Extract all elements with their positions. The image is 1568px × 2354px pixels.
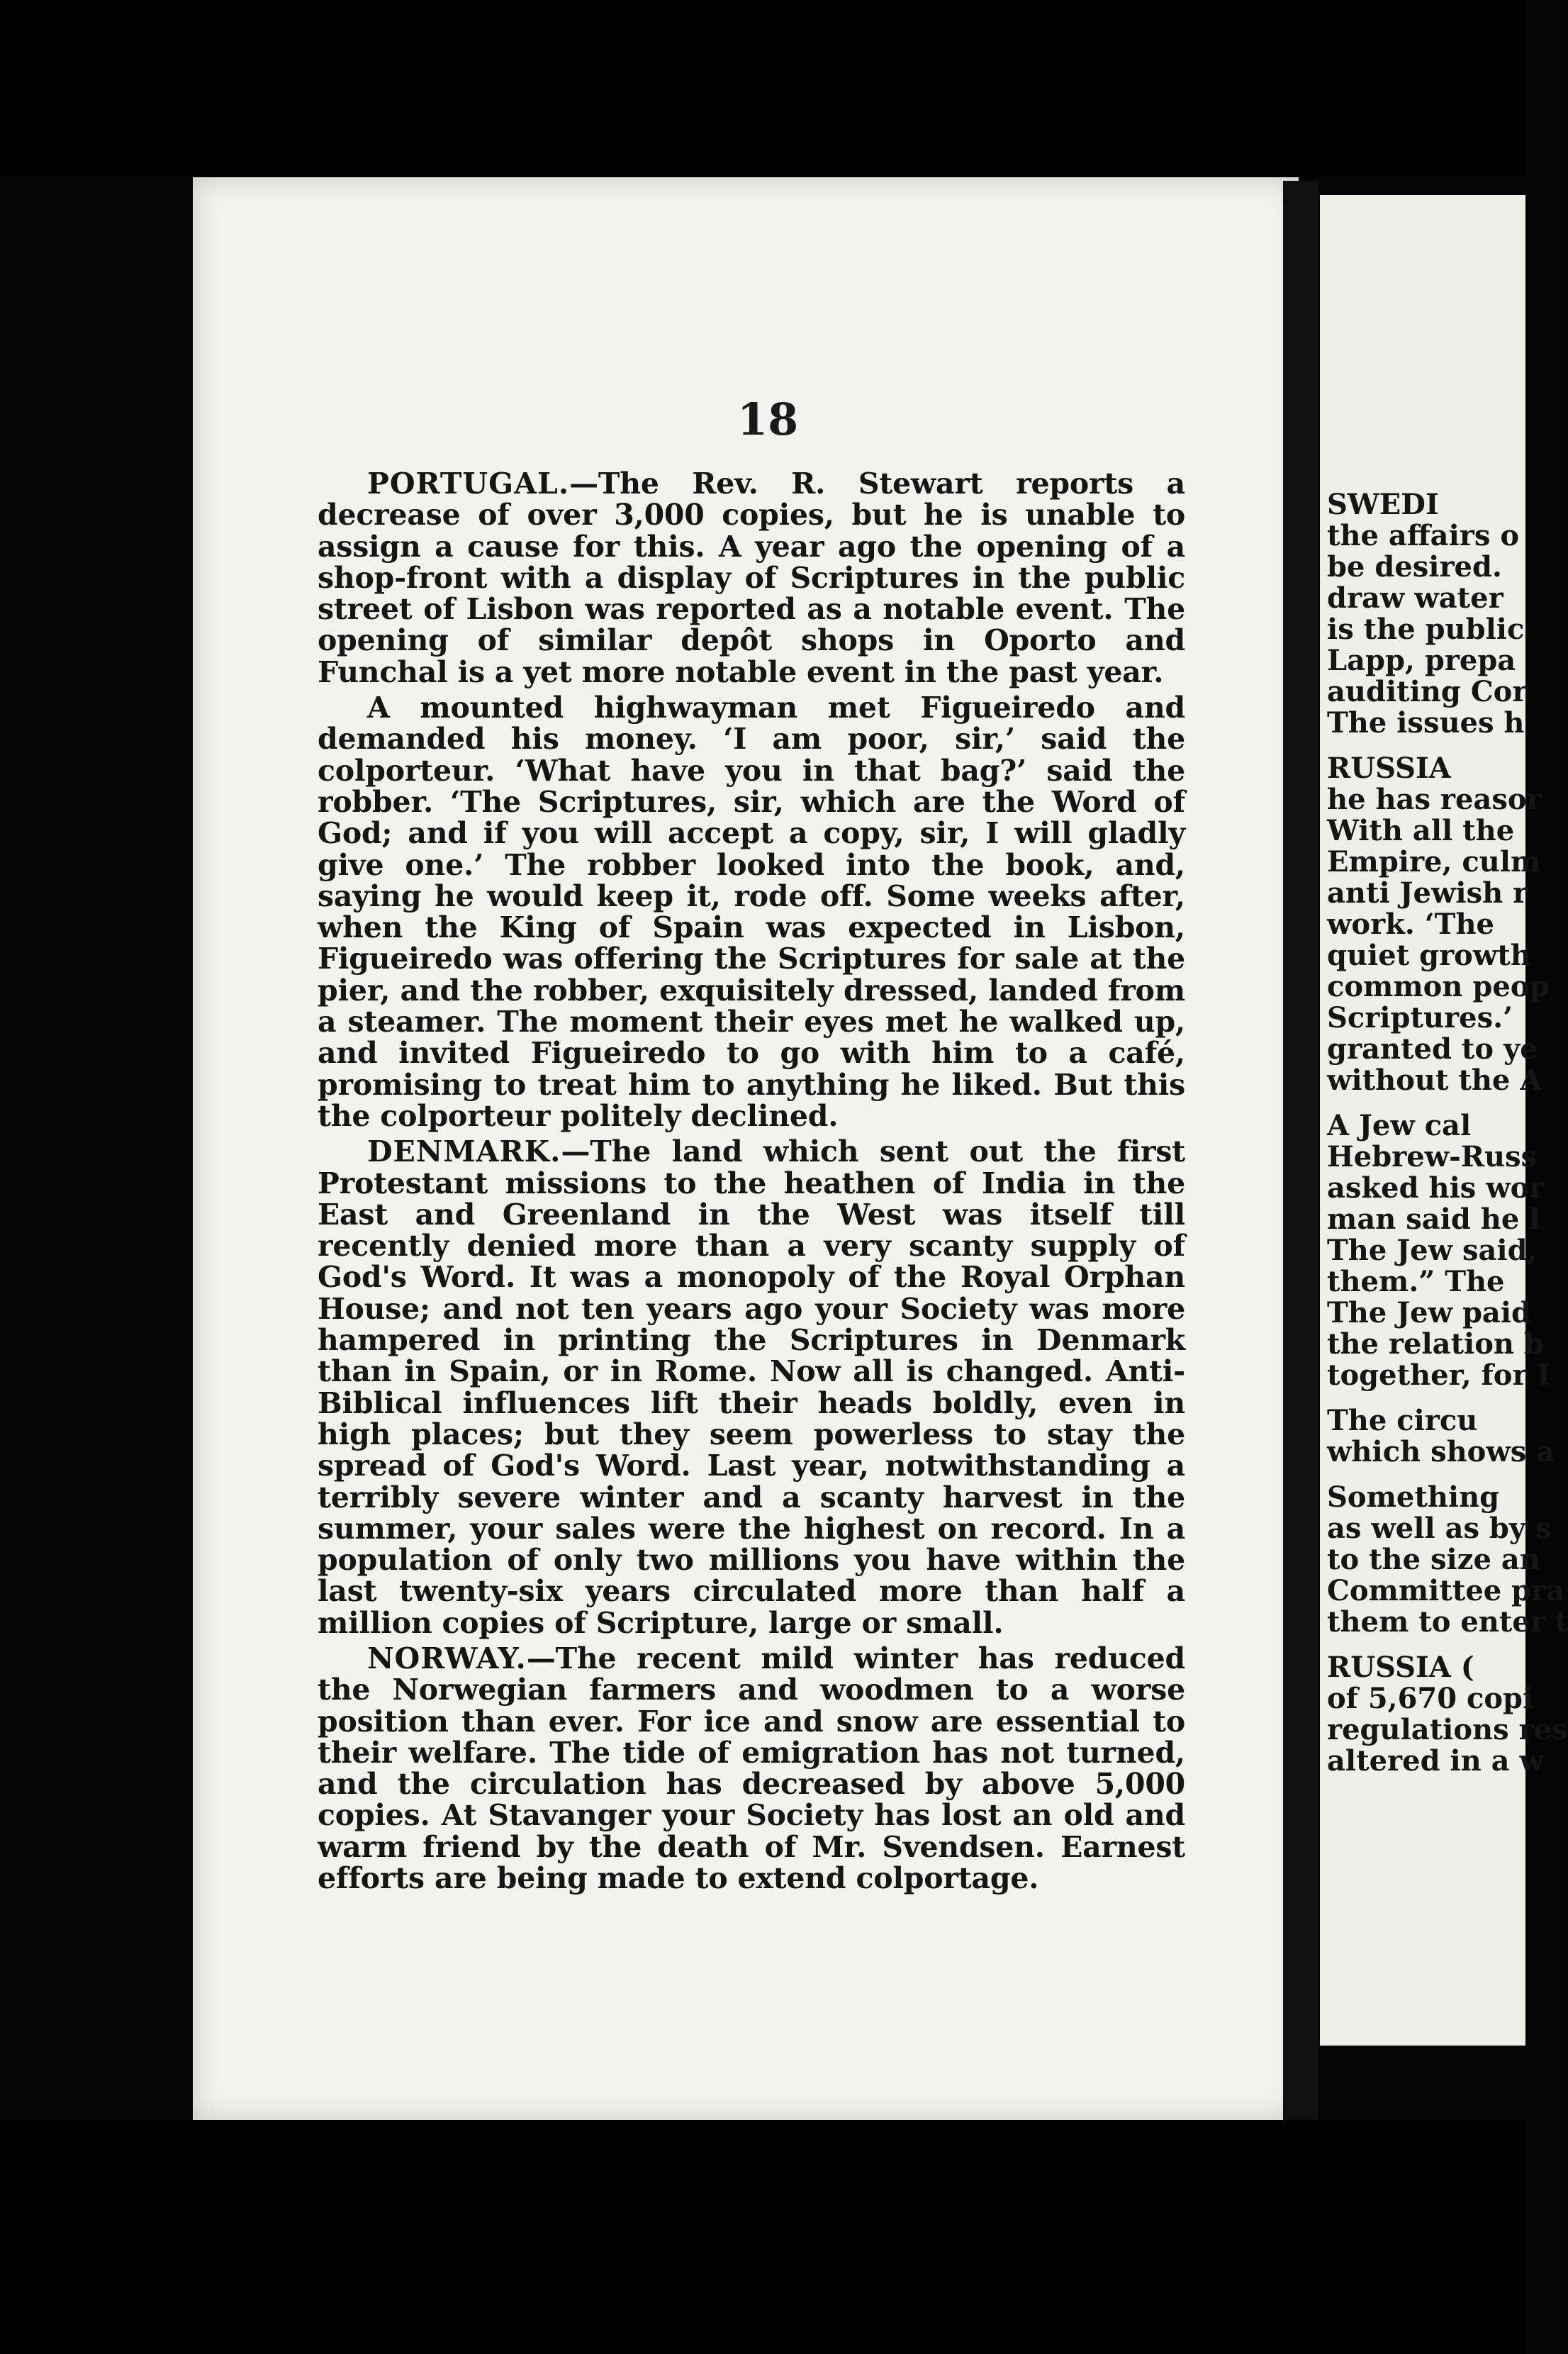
right-page-line: be desired.: [1327, 550, 1502, 584]
right-page-line: RUSSIA: [1327, 752, 1451, 785]
right-page-line: RUSSIA (: [1327, 1651, 1474, 1684]
paragraph-portugal: [318, 468, 1185, 688]
right-page-line: auditing Cor: [1327, 675, 1528, 708]
right-page-line: of 5,670 copi: [1327, 1682, 1534, 1715]
section-heading-portugal: PORTUGAL.: [367, 467, 570, 501]
right-page-line: work. ‘The: [1327, 908, 1494, 941]
right-page-line: SWEDI: [1327, 488, 1439, 521]
section-heading-denmark: DENMARK.: [367, 1134, 561, 1169]
line-gap: [1327, 1391, 1540, 1405]
left-page-text-column: [318, 468, 1185, 1894]
right-page-line: together, for I: [1327, 1359, 1551, 1392]
right-page-line: altered in a w: [1327, 1744, 1544, 1778]
right-page-line: asked his wor: [1327, 1171, 1545, 1205]
right-page-line: quiet growth: [1327, 939, 1531, 972]
right-page-line: With all the: [1327, 814, 1515, 847]
right-page-line: man said he l: [1327, 1203, 1540, 1236]
page-gutter: [1283, 181, 1318, 2120]
right-page-line: Committee pra: [1327, 1574, 1565, 1607]
right-page-line: Scriptures.’: [1327, 1001, 1513, 1034]
right-page-line: Something: [1327, 1480, 1500, 1514]
section-heading-norway: NORWAY.: [367, 1641, 527, 1675]
right-page-line: as well as by s: [1327, 1512, 1552, 1545]
page-number: 18: [737, 394, 799, 445]
right-page-line: granted to ye: [1327, 1032, 1538, 1066]
right-page-line: which shows a: [1327, 1435, 1555, 1468]
right-page-line: the affairs o: [1327, 519, 1519, 552]
right-page-line: The issues h: [1327, 706, 1525, 740]
right-page-line: Empire, culm: [1327, 845, 1541, 878]
right-page-line: them to enter t: [1327, 1605, 1568, 1639]
microfilm-border-bottom: [0, 2120, 1525, 2354]
right-page-line: anti Jewish r: [1327, 876, 1528, 910]
right-page-line: he has reasor: [1327, 783, 1542, 816]
right-page-line: common peop: [1327, 970, 1550, 1003]
paragraph-denmark: [318, 1136, 1185, 1639]
right-page-text-fragment: [1327, 488, 1568, 1778]
line-gap: [1327, 1468, 1540, 1482]
line-gap: [1327, 1638, 1540, 1652]
line-gap: [1327, 1096, 1540, 1110]
right-page-line: without the A: [1327, 1064, 1542, 1097]
right-page-line: the relation b: [1327, 1327, 1544, 1361]
paragraph-norway: [318, 1643, 1185, 1894]
paragraph-text: —The Rev. R. Stewart reports a decrease of over 3,000 copies, but he is unable to assign a cause for this. A year ago the opening of a shop-front with a display of Scriptures in the public street of Lisbon was reported as a notable event. The opening of similar depôt shops in Oporto and Funchal is a yet more notable event in the past year.: [318, 467, 1185, 689]
right-page-line: The Jew paid: [1327, 1296, 1532, 1329]
right-page-line: The circu: [1327, 1404, 1478, 1437]
right-page-line: draw water: [1327, 581, 1503, 615]
right-page-line: Lapp, prepa: [1327, 644, 1516, 677]
paragraph-text: A mounted highwayman met Figueiredo and demanded his money. ‘I am poor, sir,’ said the colporteur. ‘What have you in that bag?’ said the robber. ‘The Scriptures, sir, which are the Word of God; and if you will accept a copy, sir, I will gladly give one.’ The robber looked into the book, and, saying he would keep it, rode off. Some weeks after, when the King of Spain was expected in Lisbon, Figueiredo was offering the Scriptures for sale at the pier, and the robber, exquisitely dressed, landed from a steamer. The moment their eyes met he walked up, and invited Figueiredo to go with him to a café, promising to treat him to anything he liked. But this the colporteur politely declined.: [318, 691, 1185, 1133]
paragraph-highwayman: [318, 692, 1185, 1132]
line-gap: [1327, 739, 1540, 753]
right-page-line: to the size an: [1327, 1543, 1540, 1576]
paragraph-text: —The recent mild winter has reduced the Norwegian farmers and woodmen to a worse position than ever. For ice and snow are essential to their welfare. The tide of emigration has not turned, and the circulation has decreased by above 5,000 copies. At Stavanger your Society has lost an old and warm friend by the death of Mr. Svendsen. Earnest efforts are being made to extend colportage.: [318, 1641, 1185, 1896]
right-page-line: A Jew cal: [1327, 1109, 1472, 1142]
right-page-line: Hebrew-Russ: [1327, 1140, 1538, 1173]
right-page-line: is the public: [1327, 613, 1525, 646]
right-page-line: The Jew said,: [1327, 1234, 1538, 1267]
right-page-line: them.” The: [1327, 1265, 1505, 1298]
right-page-line: regulations res: [1327, 1713, 1568, 1746]
microfilm-border-top: [0, 0, 1525, 177]
paragraph-text: —The land which sent out the first Protestant missions to the heathen of India in the East and Greenland in the West was itself till recently denied more than a very scanty supply of God's Word. It was a monopoly of the Royal Orphan House; and not ten years ago your Society was more hampered in printing the Scriptures in Denmark than in Spain, or in Rome. Now all is changed. Anti-Biblical influences lift their heads boldly, even in high places; but they seem powerless to stay the spread of God's Word. Last year, notwithstanding a terribly severe winter and a scanty harvest in the summer, your sales were the highest on record. In a population of only two millions you have within the last twenty-six years circulated more than half a million copies of Scripture, large or small.: [318, 1134, 1185, 1640]
